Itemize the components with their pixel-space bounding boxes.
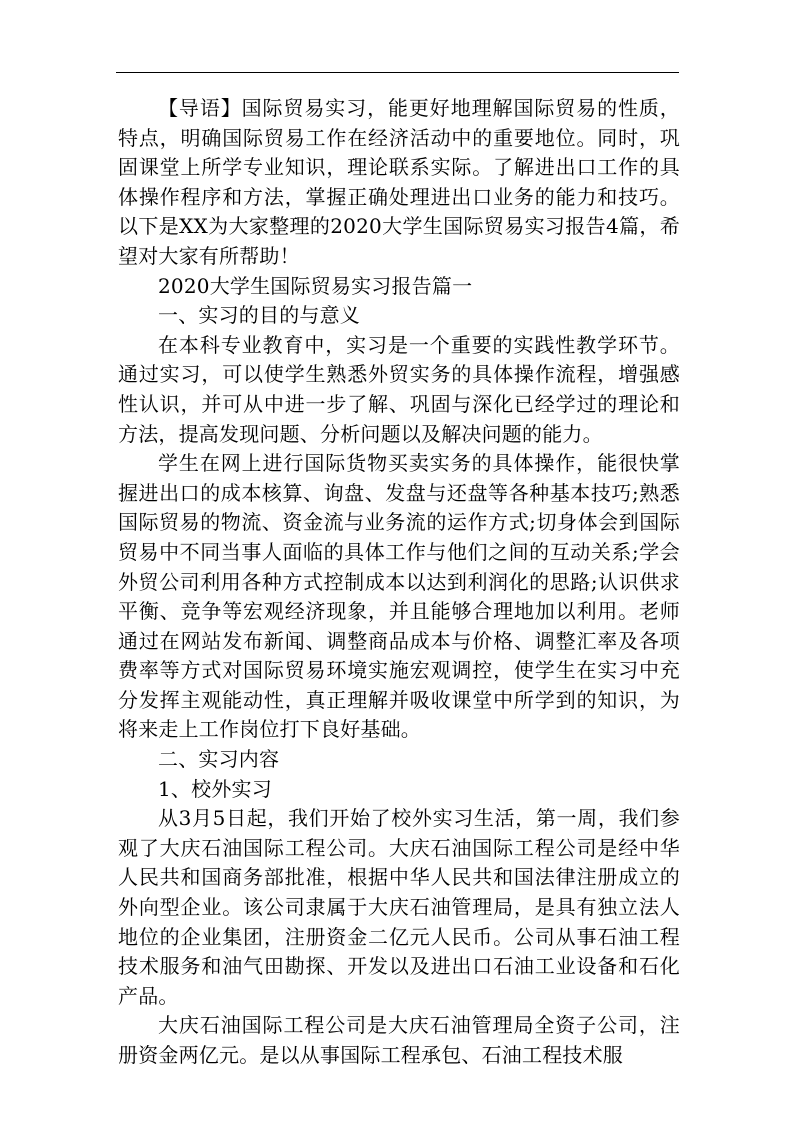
body-paragraph: 从3月5日起，我们开始了校外实习生活，第一周，我们参观了大庆石油国际工程公司。大庆石油国际工程公司是经中华人民共和国商务部批准，根据中华人民共和国法律注册成立的外向型企业。该公司隶属于大庆石油管理局，是具有独立法人地位的企业集团，注册资金二亿元人民币。公司从事石油工程技术服务和油气田勘探、开发以及进出口石油工业设备和石化产品。: [118, 806, 680, 1008]
header-rule: [116, 72, 679, 73]
report-title: 2020大学生国际贸易实习报告篇一: [158, 273, 473, 298]
body-paragraph: 学生在网上进行国际货物买卖实务的具体操作，能很快掌握进出口的成本核算、询盘、发盘与还盘等各种基本技巧;熟悉国际贸易的物流、资金流与业务流的运作方式;切身体会到国际贸易中不同当事人面临的具体工作与他们之间的互动关系;学会外贸公司利用各种方式控制成本以达到利润化的思路;认识供求平衡、竞争等宏观经济现象，并且能够合理地加以利用。老师通过在网站发布新闻、调整商品成本与价格、调整汇率及各项费率等方式对国际贸易环境实施宏观调控，使学生在实习中充分发挥主观能动性，真正理解并吸收课堂中所学到的知识，为将来走上工作岗位打下良好基础。: [118, 451, 680, 742]
section-heading-content: 二、实习内容: [158, 747, 280, 772]
subsection-heading-offsite: 1、校外实习: [158, 776, 272, 801]
section-heading-purpose: 一、实习的目的与意义: [158, 303, 360, 328]
body-paragraph: 大庆石油国际工程公司是大庆石油管理局全资子公司，注册资金两亿元。是以从事国际工程承包、石油工程技术服: [118, 1013, 680, 1067]
body-paragraph: 在本科专业教育中，实习是一个重要的实践性教学环节。通过实习，可以使学生熟悉外贸实务的具体操作流程，增强感性认识，并可从中进一步了解、巩固与深化已经学过的理论和方法，提高发现问题、分析问题以及解决问题的能力。: [118, 332, 680, 446]
intro-paragraph: 【导语】国际贸易实习，能更好地理解国际贸易的性质，特点，明确国际贸易工作在经济活动中的重要地位。同时，巩固课堂上所学专业知识，理论联系实际。了解进出口工作的具体操作程序和方法，掌握正确处理进出口业务的能力和技巧。以下是XX为大家整理的2020大学生国际贸易实习报告4篇，希望对大家有所帮助！: [118, 96, 680, 268]
document-body: [118, 94, 680, 1071]
